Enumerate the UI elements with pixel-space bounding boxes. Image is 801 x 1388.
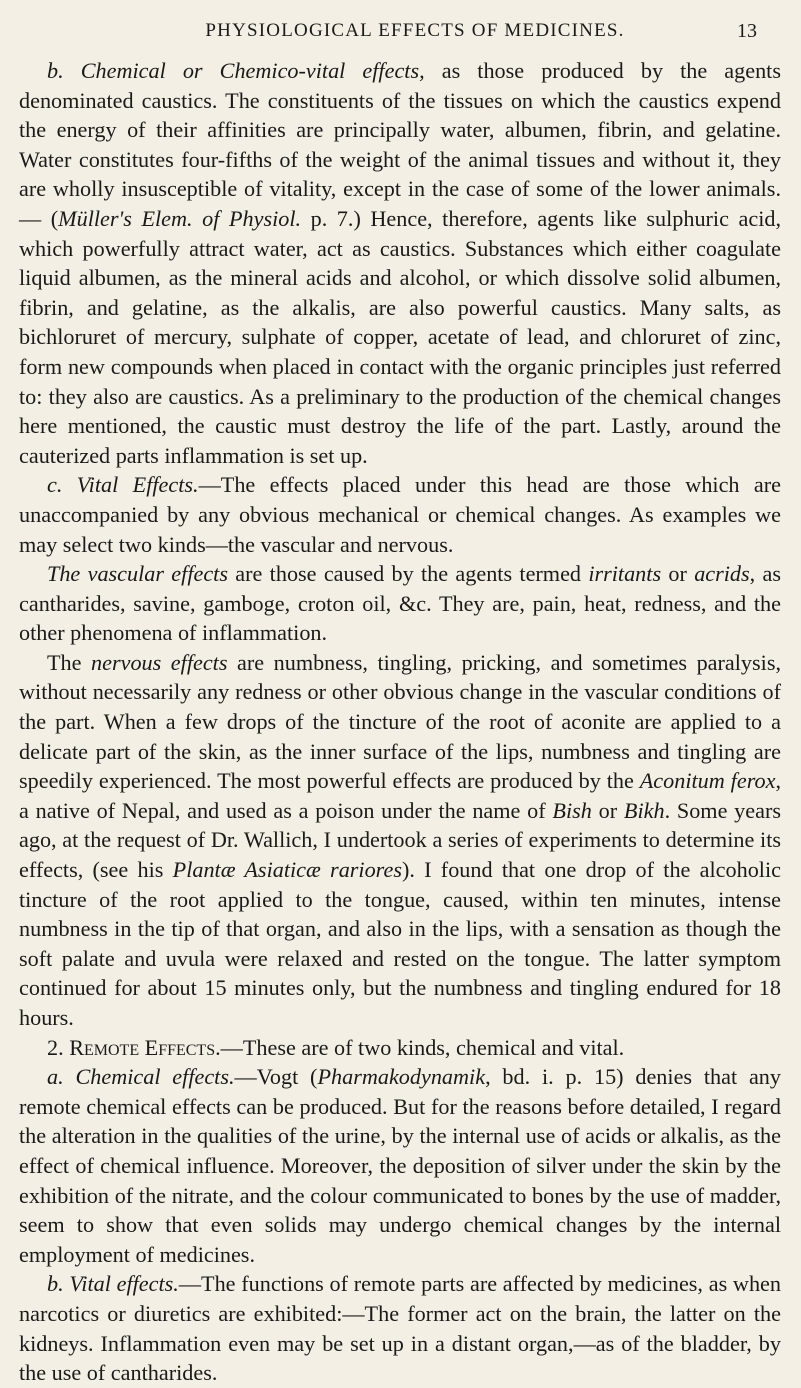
paragraph-text: , bd. i. p. 15) denies that any remote chemical effects can be produced. But for the reasons before detailed, I regard the alteration in the qualities of the urine, by the internal use of acids or alkalis, as the effect of chemical influence. Moreover, the deposition of silver under the skin by the exhibition of the nitrate, and the colour communicated to bones by the use of madder, seem to show that even solids may undergo chemical changes by the internal employment of medicines. <box>19 1064 781 1267</box>
paragraph-text: as those produced by the agents denominated caustics. The constituents of the tissues on which the caustics expend the energy of their affinities are principally water, albumen, fibrin, and gelatine. Water constitutes four-fifths of the weight of the animal tissues and without it, they are wholly insusceptible of vitality, except in the case of some of the lower animals. — ( <box>19 58 781 231</box>
paragraph-remote-effects <box>19 1033 781 1063</box>
body-text <box>19 56 781 1388</box>
paragraph-text: p. 7.) Hence, therefore, agents like sulphuric acid, which powerfully attract water, act as caustics. Substances which either coagulate liquid albumen, as the mineral acids and alcohol, or which dissolve solid albumen, fibrin, and gelatine, as the alkalis, are also powerful caustics. Many salts, as bichloruret of mercury, sulphate of copper, acetate of lead, and chloruret of zinc, form new compounds when placed in contact with the organic principles just referred to: they also are caustics. As a preliminary to the production of the chemical changes here mentioned, the caustic must destroy the life of the part. Lastly, around the cauterized parts inflammation is set up. <box>19 205 782 468</box>
term-irritants: irritants <box>588 561 662 587</box>
section-heading: Remote Effects. <box>69 1034 221 1060</box>
paragraph-text: The <box>47 649 92 675</box>
paragraph-text: —These are of two kinds, chemical and vital. <box>220 1034 625 1060</box>
paragraph-text: —Vogt ( <box>234 1064 318 1090</box>
paragraph-label: The vascular effects <box>47 561 228 587</box>
paragraph-text: ). I found that one drop of the alcoholic tincture of the root applied to the tongue, caused, within ten minutes, intense numbness in the tip of that organ, and also in the lips, with a sensation as though the soft palate and uvula were relaxed and rested on the tongue. The latter symptom continued for about 15 minutes only, but the numbness and tingling endured for 18 hours. <box>19 857 781 1030</box>
paragraph-text: or <box>591 797 624 823</box>
paragraph-text: —The functions of remote parts are affected by medicines, as when narcotics or diuretics are exhibited:—The former act on the brain, the latter on the kidneys. Inflammation even may be set up in a distant organ,—as of the bladder, by the use of cantharides. <box>19 1271 781 1386</box>
paragraph-text: , as cantharides, savine, gamboge, croton oil, &c. They are, pain, heat, redness, and the other phenomena of inflammation. <box>19 561 781 646</box>
paragraph-text: or <box>661 561 695 587</box>
paragraph-label: b. Chemical or Chemico-vital effects, <box>47 58 425 83</box>
poison-name: Bikh <box>623 797 665 823</box>
paragraph-remote-vital-effects <box>19 1269 781 1387</box>
paragraph-text: —The effects placed under this head are those which are unaccompanied by any obvious mechanical or chemical changes. As examples we may select two kinds—the vascular and nervous. <box>19 472 781 557</box>
paragraph-text: . Some years ago, at the request of Dr. Wallich, I undertook a series of experiments to determine its effects, (see his <box>19 797 781 883</box>
paragraph-text: are numbness, tingling, pricking, and sometimes paralysis, without necessarily any redness or other obvious change in the vascular conditions of the part. When a few drops of the tincture of the root of aconite are applied to a delicate part of the skin, as the inner surface of the lips, numbness and tingling are speedily experienced. The most powerful effects are produced by the <box>19 649 781 794</box>
term-acrids: acrids <box>694 561 750 587</box>
paragraph-vital-effects <box>19 470 781 559</box>
citation: Müller's Elem. of Physiol. <box>58 205 302 231</box>
paragraph-nervous-effects <box>19 648 781 1033</box>
paragraph-label: a. Chemical effects. <box>47 1064 235 1090</box>
page-header <box>19 20 781 56</box>
paragraph-vascular-effects <box>19 559 781 648</box>
paragraph-label: nervous effects <box>91 649 228 675</box>
poison-name: Bish <box>552 797 592 823</box>
paragraph-label: b. Vital effects. <box>47 1271 179 1297</box>
page-number: 13 <box>737 20 757 42</box>
paragraph-text: are those caused by the agents termed <box>227 561 589 587</box>
paragraph-chemical-effects <box>19 56 781 470</box>
running-head: PHYSIOLOGICAL EFFECTS OF MEDICINES. <box>205 20 625 41</box>
paragraph-label: c. Vital Effects. <box>47 472 199 498</box>
book-title: Plantæ Asiaticæ rariores <box>172 857 402 883</box>
paragraph-remote-chemical-effects <box>19 1062 781 1269</box>
book-title: Pharmakodynamik <box>317 1064 486 1090</box>
species-name: Aconitum ferox <box>639 768 776 794</box>
section-number: 2. <box>47 1034 70 1060</box>
paragraph-text: , a native of Nepal, and used as a poison under the name of <box>19 768 781 823</box>
